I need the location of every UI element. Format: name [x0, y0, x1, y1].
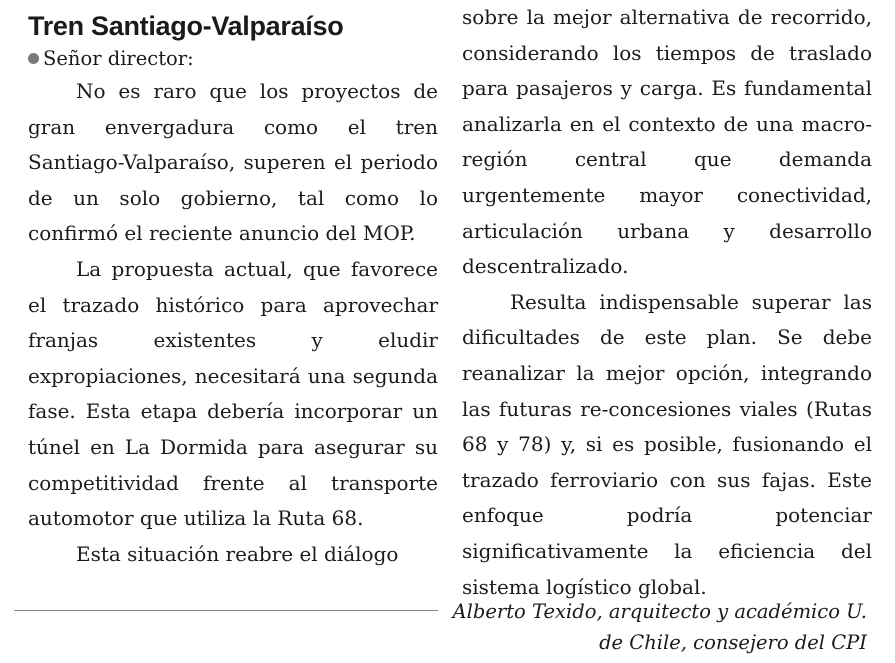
paragraph-4: sobre la mejor alternativa de recorrido, considerando los tiempos de traslado para pasajeros y carga. Es fundamental analizarla en el contexto de una macro-región central que demanda urgentemente mayor conectividad, articulación urbana y desarrollo descentralizado.	[462, 5, 872, 279]
paragraph-2: La propuesta actual, que favorece el trazado histórico para aprovechar franjas existentes y eludir expropiaciones, necesitará una segunda fase. Esta etapa debería incorporar un túnel en La Dormida para asegurar su competitividad frente al transporte automotor que utiliza la Ruta 68.	[28, 256, 438, 531]
paragraph-5: Resulta indispensable superar las dificultades de este plan. Se debe reanalizar la mejor opción, integrando las futuras re-concesiones viales (Rutas 68 y 78) y, si es posible, fusionando el trazado ferroviario con sus fajas. Este enfoque podría potenciar significativamente la eficiencia del sistema logístico global.	[462, 289, 872, 599]
article-title: Tren Santiago-Valparaíso	[28, 11, 344, 41]
salutation-line	[28, 44, 438, 74]
salutation-text: Señor director:	[43, 47, 194, 70]
bullet-icon	[28, 53, 39, 64]
paragraph-1: No es raro que los proyectos de gran envergadura como el tren Santiago-Valparaíso, superen el periodo de un solo gobierno, tal como lo confirmó el reciente anuncio del MOP.	[28, 79, 438, 246]
left-column	[18, 0, 438, 572]
divider-rule	[14, 610, 438, 611]
paragraph-3: Esta situación reabre el diálogo	[76, 541, 399, 566]
right-column	[462, 0, 872, 605]
author-signature: Alberto Texido, arquitecto y académico U. de Chile, consejero del CPI	[452, 600, 867, 654]
